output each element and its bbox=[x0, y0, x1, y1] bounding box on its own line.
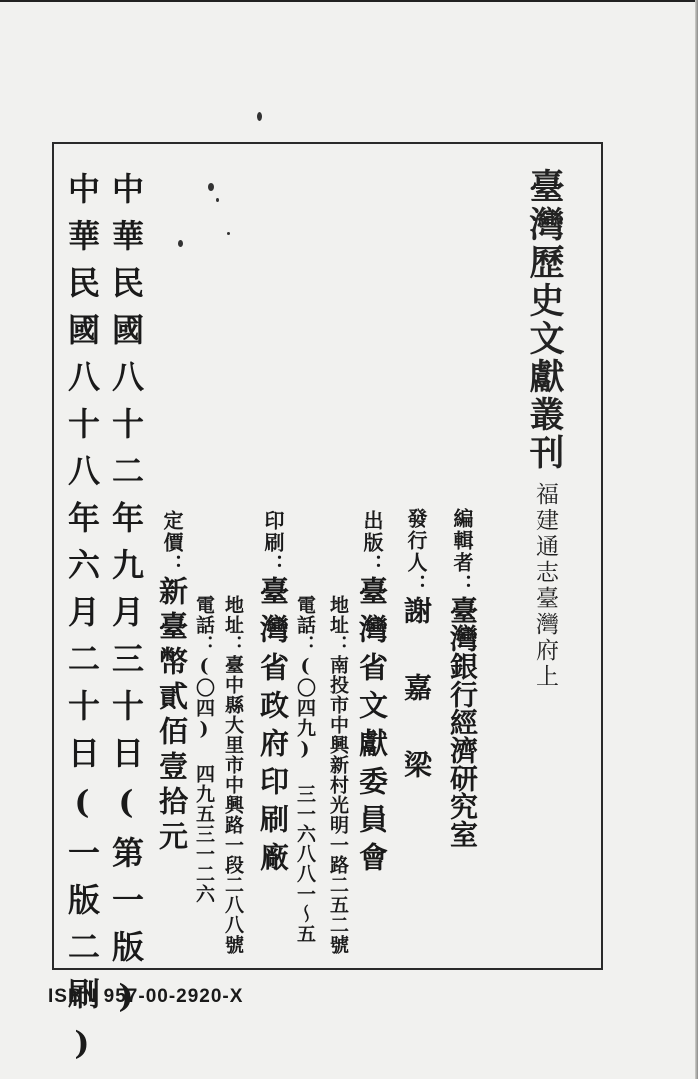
printer-label: 印刷： bbox=[261, 510, 285, 576]
price-label: 定價： bbox=[160, 510, 184, 576]
editor-line bbox=[446, 508, 479, 848]
editor-label: 編輯者： bbox=[450, 508, 474, 596]
page-top-edge bbox=[0, 0, 698, 2]
printer-line bbox=[256, 510, 290, 880]
editor-value: 臺灣銀行經濟研究室 bbox=[446, 596, 479, 848]
publisher-address: 地址：南投市中興新村光明一路二五二號 bbox=[327, 595, 349, 955]
ink-speck bbox=[257, 112, 262, 121]
publisher-line bbox=[355, 510, 389, 880]
publisher-name: 臺灣省文獻委員會 bbox=[355, 576, 389, 880]
publisher-label: 出版： bbox=[360, 510, 384, 576]
publisher-phone: 電話：(〇四九) 三一六八八一～五 bbox=[294, 595, 316, 944]
printer-phone: 電話：(〇四) 四九五三一二六 bbox=[193, 595, 215, 904]
price-value: 新臺幣貳佰壹拾元 bbox=[155, 576, 189, 856]
book-title: 福建通志臺灣府上 bbox=[532, 482, 558, 690]
second-printing-date: 中華民國八十八年六月二十日(一版二刷) bbox=[63, 172, 101, 1077]
printer-name: 臺灣省政府印刷廠 bbox=[256, 576, 290, 880]
issuer-label: 發行人： bbox=[404, 508, 428, 596]
issuer-value: 謝 嘉 梁 bbox=[400, 596, 433, 786]
price-line bbox=[155, 510, 189, 856]
isbn: ISBN 957-00-2920-X bbox=[48, 986, 244, 1007]
issuer-line bbox=[400, 508, 433, 786]
first-edition-date: 中華民國八十二年九月三十日(第一版) bbox=[107, 172, 145, 1030]
series-title: 臺灣歷史文獻叢刊 bbox=[524, 168, 565, 472]
printer-address: 地址：臺中縣大里市中興路一段二八八號 bbox=[222, 595, 244, 955]
